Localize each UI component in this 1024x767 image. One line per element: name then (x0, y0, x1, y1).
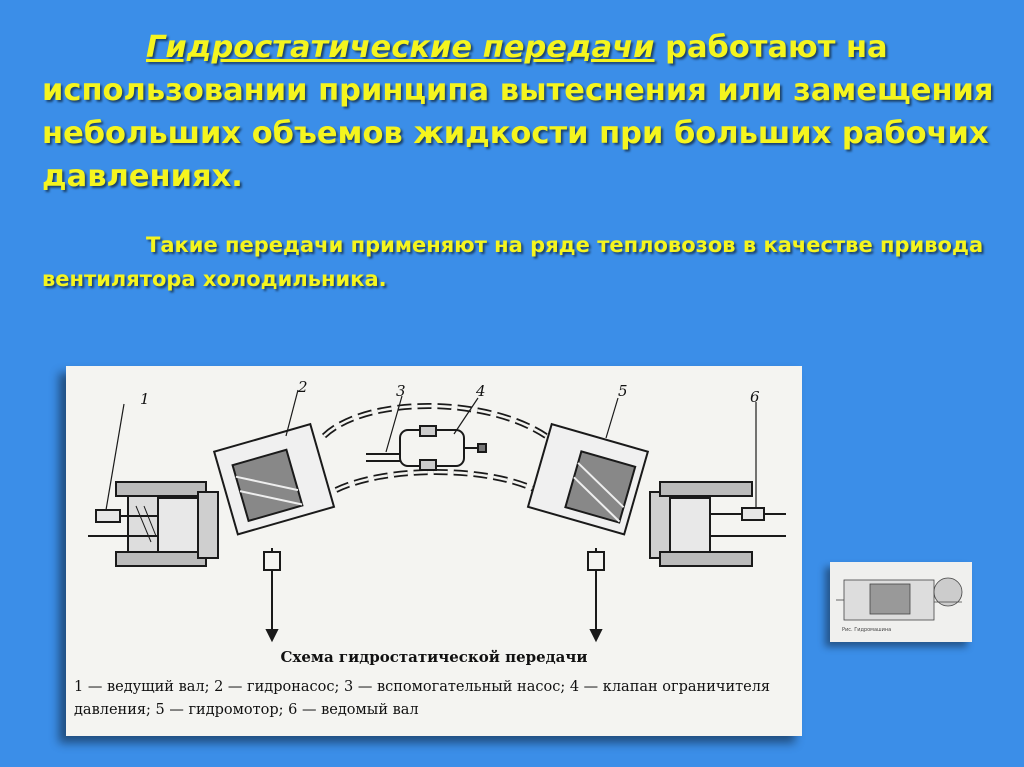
diagram-figure (66, 366, 802, 736)
label-3: 3 (396, 382, 406, 400)
transmission-schematic (66, 366, 802, 646)
control-rods (264, 548, 604, 640)
subtext-indent (42, 233, 146, 257)
heading-text: работают на использовании принципа вытеснения или замещения небольших объемов жидкости при больших рабочих давлениях. (42, 30, 994, 194)
left-bearing (158, 498, 198, 552)
label-1: 1 (140, 390, 150, 408)
label-4: 4 (476, 382, 486, 400)
right-housing (650, 482, 752, 566)
motor-block (528, 424, 648, 534)
label-5: 5 (618, 382, 628, 400)
heading (42, 26, 1002, 198)
label-6: 6 (750, 388, 760, 406)
thumbnail-caption: Рис. Гидромашина (842, 627, 892, 633)
driven-shaft (710, 402, 786, 536)
figure-legend: 1 — ведущий вал; 2 — гидронасос; 3 — вспомогательный насос; 4 — клапан ограничителя давления; 5 — гидромотор; 6 — ведомый вал (74, 679, 771, 718)
subtext (42, 228, 1002, 296)
thumbnail-image[interactable] (830, 562, 972, 642)
label-2: 2 (298, 378, 308, 396)
heading-term: Гидростатические передачи (146, 30, 655, 65)
subtext-text: Такие передачи применяют на ряде тепловозов в качестве привода вентилятора холодильника. (42, 233, 984, 291)
pump-block (214, 424, 334, 534)
figure-caption: Схема гидростатической передачи (280, 648, 588, 666)
